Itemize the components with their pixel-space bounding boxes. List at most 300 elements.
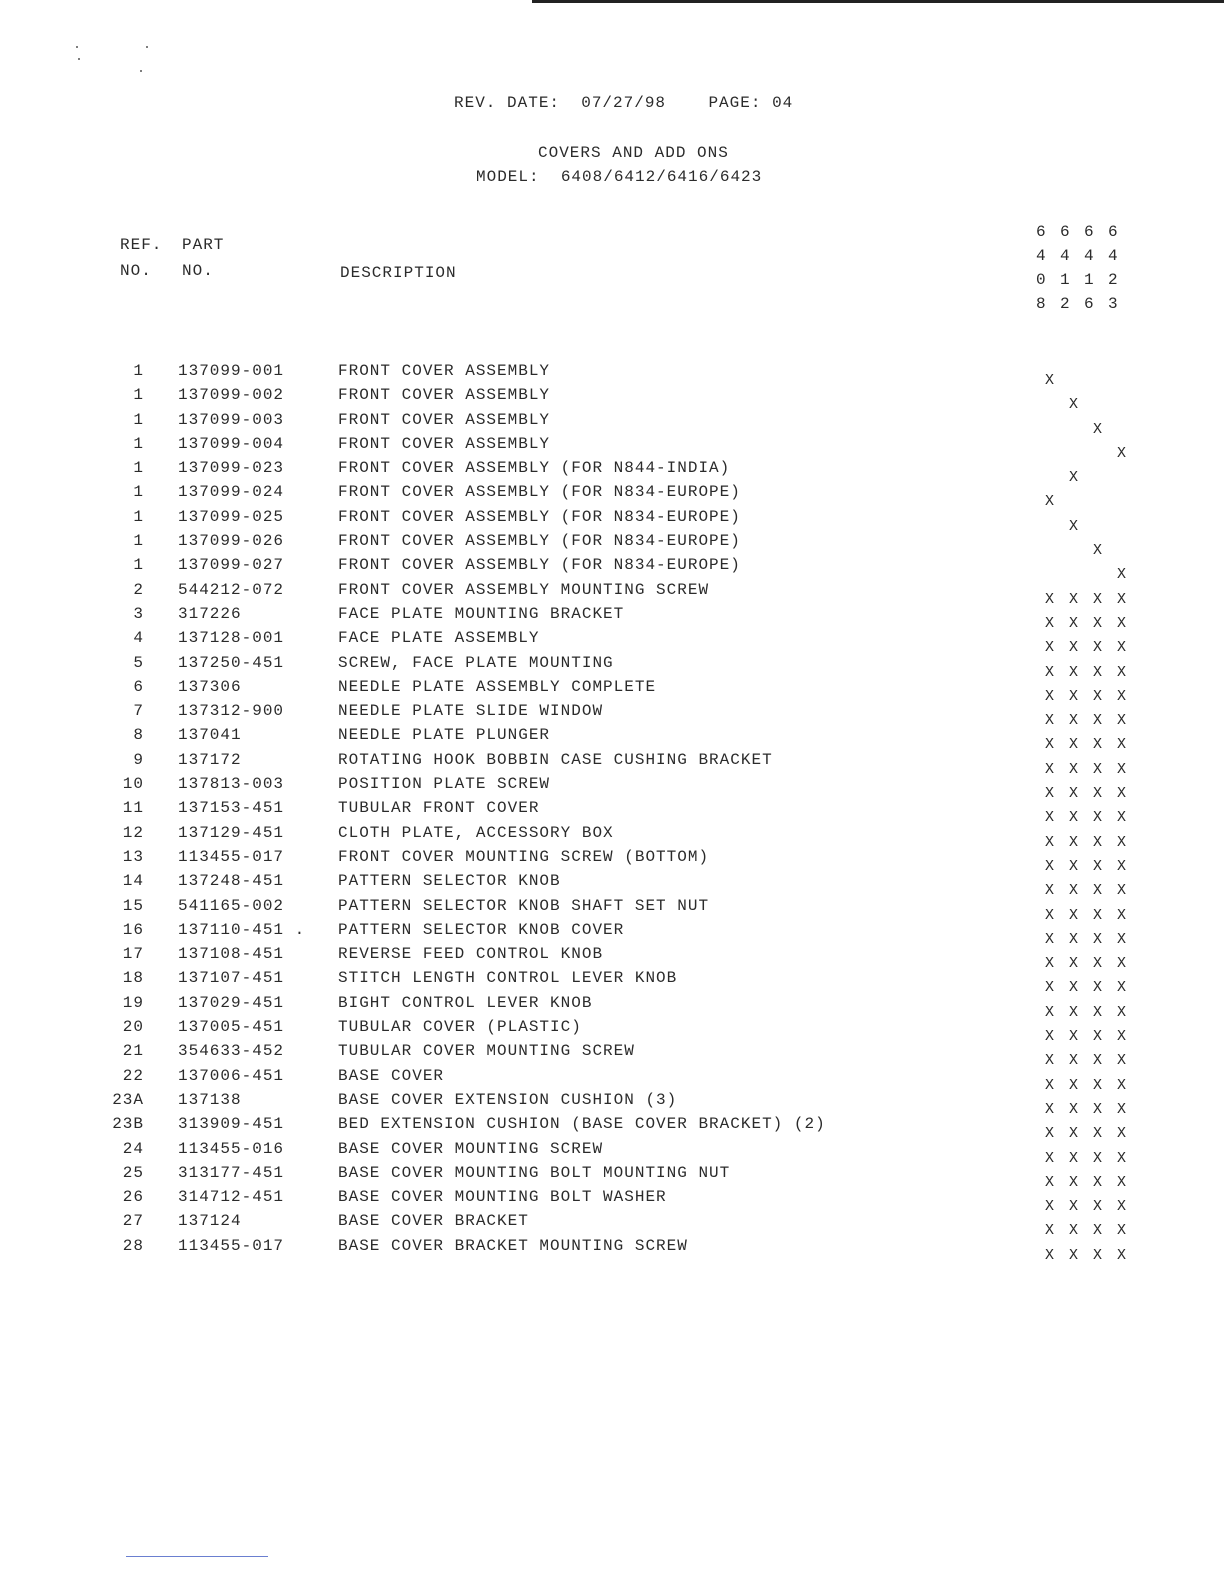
model-digit: 4 (1036, 247, 1046, 265)
model-applicability-mark: X (1044, 809, 1055, 827)
part-description: FRONT COVER ASSEMBLY (FOR N834-EUROPE) (338, 507, 741, 526)
model-applicability-mark: X (1116, 785, 1127, 803)
parts-list (100, 362, 1130, 1264)
model-applicability-mark: X (1092, 420, 1103, 438)
part-description: BASE COVER EXTENSION CUSHION (3) (338, 1090, 678, 1109)
ref-number: 4 (133, 629, 144, 648)
model-applicability-mark: X (1092, 1125, 1103, 1143)
ref-number: 13 (122, 847, 144, 866)
part-description: FRONT COVER ASSEMBLY (FOR N834-EUROPE) (338, 532, 741, 551)
model-applicability-mark: X (1044, 955, 1055, 973)
part-description: BASE COVER (338, 1066, 445, 1085)
model-applicability-mark: X (1044, 1246, 1055, 1264)
ref-number: 1 (133, 459, 144, 478)
part-number: 137110-451 . (178, 920, 306, 939)
model-digit: 1 (1060, 271, 1070, 289)
model-applicability-mark: X (1044, 590, 1055, 608)
model-applicability-mark: X (1068, 930, 1079, 948)
model-applicability-mark: X (1068, 469, 1079, 487)
ref-number: 9 (133, 750, 144, 769)
part-row (100, 434, 1130, 462)
part-description: FACE PLATE MOUNTING BRACKET (338, 604, 625, 623)
model-applicability-mark: X (1068, 955, 1079, 973)
ref-number: 22 (122, 1066, 144, 1085)
part-row (100, 580, 1130, 608)
part-row (100, 629, 1130, 657)
part-description: FRONT COVER ASSEMBLY (FOR N834-EUROPE) (338, 483, 741, 502)
model-applicability-mark: X (1092, 1052, 1103, 1070)
model-digit: 4 (1084, 247, 1094, 265)
model-applicability-mark: X (1116, 979, 1127, 997)
part-number: 354633-452 (178, 1042, 285, 1061)
model-applicability-mark: X (1092, 1100, 1103, 1118)
part-description: FRONT COVER ASSEMBLY MOUNTING SCREW (338, 580, 710, 599)
part-row (100, 532, 1130, 560)
model-applicability-mark: X (1116, 1003, 1127, 1021)
model-applicability-mark: X (1044, 1052, 1055, 1070)
model-digit: 6 (1084, 223, 1094, 241)
part-row (100, 920, 1130, 948)
model-applicability-mark: X (1092, 590, 1103, 608)
part-number: 137099-001 (178, 362, 285, 380)
model-digit: 4 (1060, 247, 1070, 265)
part-number: 317226 (178, 604, 242, 623)
model-applicability-mark: X (1092, 857, 1103, 875)
model-applicability-mark: X (1068, 396, 1079, 414)
model-digit: 8 (1036, 295, 1046, 313)
model-label: MODEL: (476, 168, 540, 186)
part-description: BASE COVER MOUNTING SCREW (338, 1139, 604, 1158)
model-applicability-mark: X (1116, 1149, 1127, 1167)
part-description: PATTERN SELECTOR KNOB SHAFT SET NUT (338, 896, 710, 915)
model-digit: 3 (1108, 295, 1118, 313)
part-number: 137005-451 (178, 1018, 285, 1037)
model-applicability-mark: X (1116, 1198, 1127, 1216)
model-column-headers (1036, 220, 1132, 316)
model-applicability-mark: X (1068, 687, 1079, 705)
part-row (100, 750, 1130, 778)
model-applicability-mark: X (1116, 444, 1127, 462)
part-row (100, 872, 1130, 900)
part-description: BED EXTENSION CUSHION (BASE COVER BRACKET) (2) (338, 1115, 826, 1134)
model-applicability-mark: X (1044, 1149, 1055, 1167)
ref-number: 1 (133, 556, 144, 575)
ref-number: 3 (133, 604, 144, 623)
model-applicability-mark: X (1092, 882, 1103, 900)
part-description: BASE COVER MOUNTING BOLT WASHER (338, 1188, 667, 1207)
model-digit: 0 (1036, 271, 1046, 289)
part-description: TUBULAR COVER MOUNTING SCREW (338, 1042, 635, 1061)
model-applicability-mark: X (1092, 663, 1103, 681)
model-applicability-mark: X (1044, 1100, 1055, 1118)
part-number: 137029-451 (178, 993, 285, 1012)
part-row (100, 1163, 1130, 1191)
model-digit: 6 (1108, 223, 1118, 241)
model-applicability-mark: X (1068, 906, 1079, 924)
part-number: 137099-025 (178, 507, 285, 526)
part-number: 137107-451 (178, 969, 285, 988)
ref-number: 1 (133, 362, 144, 380)
model-applicability-mark: X (1116, 955, 1127, 973)
part-row (100, 823, 1130, 851)
part-row (100, 702, 1130, 730)
part-description: FRONT COVER ASSEMBLY (338, 410, 551, 429)
model-applicability-mark: X (1092, 979, 1103, 997)
model-applicability-mark: X (1044, 1173, 1055, 1191)
model-numbers: 6408/6412/6416/6423 (560, 168, 763, 186)
part-row (100, 1042, 1130, 1070)
part-description: FRONT COVER ASSEMBLY (FOR N844-INDIA) (338, 459, 731, 478)
ref-number: 1 (133, 483, 144, 502)
model-applicability-mark: X (1068, 1198, 1079, 1216)
part-description: BIGHT CONTROL LEVER KNOB (338, 993, 593, 1012)
ref-number: 19 (122, 993, 144, 1012)
model-applicability-mark: X (1044, 760, 1055, 778)
model-applicability-mark: X (1068, 979, 1079, 997)
revision-line (454, 94, 793, 112)
part-number: 313909-451 (178, 1115, 285, 1134)
model-applicability-mark: X (1116, 712, 1127, 730)
part-number: 137250-451 (178, 653, 285, 672)
rev-date-label: REV. DATE: (454, 94, 561, 112)
model-applicability-mark: X (1068, 857, 1079, 875)
part-description: FRONT COVER ASSEMBLY (338, 386, 551, 405)
part-row (100, 726, 1130, 754)
model-applicability-mark: X (1068, 1052, 1079, 1070)
model-applicability-mark: X (1092, 639, 1103, 657)
model-applicability-mark: X (1044, 1003, 1055, 1021)
part-number: 137813-003 (178, 775, 285, 794)
ref-number: 24 (122, 1139, 144, 1158)
model-applicability-mark: X (1044, 1076, 1055, 1094)
ref-number: 8 (133, 726, 144, 745)
ref-number: 1 (133, 386, 144, 405)
part-description: STITCH LENGTH CONTROL LEVER KNOB (338, 969, 678, 988)
model-digit: 6 (1060, 223, 1070, 241)
part-description: NEEDLE PLATE SLIDE WINDOW (338, 702, 604, 721)
part-header-line1: PART (182, 236, 225, 254)
ref-number: 28 (122, 1236, 144, 1255)
model-applicability-mark: X (1068, 663, 1079, 681)
page-number: 04 (772, 94, 794, 112)
model-digit-row (1036, 268, 1132, 292)
model-applicability-mark: X (1068, 736, 1079, 754)
part-number: 137041 (178, 726, 242, 745)
ref-number: 27 (122, 1212, 144, 1231)
part-number: 113455-017 (178, 847, 285, 866)
model-applicability-mark: X (1068, 785, 1079, 803)
part-number: 137099-023 (178, 459, 285, 478)
scan-bottom-mark (126, 1556, 268, 1557)
model-applicability-mark: X (1068, 590, 1079, 608)
part-description: FRONT COVER ASSEMBLY (338, 434, 551, 453)
model-digit: 2 (1060, 295, 1070, 313)
model-applicability-mark: X (1092, 1003, 1103, 1021)
part-description: FRONT COVER MOUNTING SCREW (BOTTOM) (338, 847, 710, 866)
model-applicability-mark: X (1116, 566, 1127, 584)
model-applicability-mark: X (1068, 882, 1079, 900)
part-number: 137248-451 (178, 872, 285, 891)
ref-number: 12 (122, 823, 144, 842)
model-digit: 4 (1108, 247, 1118, 265)
part-row (100, 945, 1130, 973)
part-description: REVERSE FEED CONTROL KNOB (338, 945, 604, 964)
part-description: BASE COVER BRACKET (338, 1212, 529, 1231)
model-applicability-mark: X (1068, 1100, 1079, 1118)
ref-number: 23A (112, 1090, 144, 1109)
part-row (100, 896, 1130, 924)
model-applicability-mark: X (1044, 1125, 1055, 1143)
model-applicability-mark: X (1116, 1125, 1127, 1143)
part-number: 113455-017 (178, 1236, 285, 1255)
model-applicability-mark: X (1116, 833, 1127, 851)
part-description: FRONT COVER ASSEMBLY (338, 362, 551, 380)
model-applicability-mark: X (1092, 1198, 1103, 1216)
model-applicability-mark: X (1116, 1100, 1127, 1118)
model-applicability-mark: X (1068, 1222, 1079, 1240)
model-applicability-mark: X (1044, 614, 1055, 632)
model-applicability-mark: X (1068, 809, 1079, 827)
ref-header-line1: REF. (120, 236, 163, 254)
part-description: NEEDLE PLATE PLUNGER (338, 726, 551, 745)
part-row (100, 556, 1130, 584)
model-applicability-mark: X (1116, 614, 1127, 632)
part-number: 314712-451 (178, 1188, 285, 1207)
model-applicability-mark: X (1092, 1149, 1103, 1167)
model-applicability-mark: X (1092, 785, 1103, 803)
part-number: 137006-451 (178, 1066, 285, 1085)
model-applicability-mark: X (1092, 1246, 1103, 1264)
model-digit: 2 (1108, 271, 1118, 289)
part-row (100, 1115, 1130, 1143)
part-row (100, 1139, 1130, 1167)
model-digit-row (1036, 292, 1132, 316)
part-row (100, 775, 1130, 803)
page-label: PAGE: (708, 94, 762, 112)
part-row (100, 1018, 1130, 1046)
part-row (100, 1212, 1130, 1240)
model-applicability-mark: X (1044, 833, 1055, 851)
ref-number: 1 (133, 434, 144, 453)
model-applicability-mark: X (1116, 590, 1127, 608)
model-applicability-mark: X (1092, 1222, 1103, 1240)
ref-number: 10 (122, 775, 144, 794)
part-row (100, 604, 1130, 632)
model-applicability-mark: X (1116, 1246, 1127, 1264)
part-number: 137128-001 (178, 629, 285, 648)
part-number: 137306 (178, 677, 242, 696)
model-applicability-mark: X (1116, 639, 1127, 657)
part-number: 137312-900 (178, 702, 285, 721)
part-number: 137099-024 (178, 483, 285, 502)
part-number: 137099-027 (178, 556, 285, 575)
part-row (100, 653, 1130, 681)
scan-top-border (532, 0, 1224, 3)
part-number: 544212-072 (178, 580, 285, 599)
model-applicability-mark: X (1044, 1222, 1055, 1240)
model-applicability-mark: X (1044, 736, 1055, 754)
scan-specks (70, 42, 150, 82)
ref-number: 6 (133, 677, 144, 696)
part-row (100, 847, 1130, 875)
model-applicability-mark: X (1092, 955, 1103, 973)
model-digit-row (1036, 244, 1132, 268)
model-applicability-mark: X (1116, 882, 1127, 900)
ref-number: 2 (133, 580, 144, 599)
model-applicability-mark: X (1068, 1149, 1079, 1167)
model-applicability-mark: X (1116, 760, 1127, 778)
model-applicability-mark: X (1068, 639, 1079, 657)
model-applicability-mark: X (1116, 663, 1127, 681)
ref-number: 14 (122, 872, 144, 891)
part-description: PATTERN SELECTOR KNOB (338, 872, 561, 891)
model-applicability-mark: X (1044, 493, 1055, 511)
model-applicability-mark: X (1068, 1028, 1079, 1046)
ref-number: 21 (122, 1042, 144, 1061)
part-number: 113455-016 (178, 1139, 285, 1158)
model-applicability-mark: X (1068, 517, 1079, 535)
model-applicability-mark: X (1068, 614, 1079, 632)
model-applicability-mark: X (1044, 882, 1055, 900)
model-applicability-mark: X (1092, 542, 1103, 560)
part-description: POSITION PLATE SCREW (338, 775, 551, 794)
ref-number: 1 (133, 410, 144, 429)
part-number: 137129-451 (178, 823, 285, 842)
part-row (100, 483, 1130, 511)
part-row (100, 386, 1130, 414)
ref-number: 26 (122, 1188, 144, 1207)
model-applicability-mark: X (1068, 1246, 1079, 1264)
model-applicability-mark: X (1092, 760, 1103, 778)
model-applicability-mark: X (1044, 785, 1055, 803)
document-title: COVERS AND ADD ONS (538, 144, 729, 162)
part-header-line2: NO. (182, 262, 214, 280)
model-applicability-mark: X (1044, 979, 1055, 997)
model-applicability-mark: X (1092, 930, 1103, 948)
model-applicability-mark: X (1092, 712, 1103, 730)
part-description: CLOTH PLATE, ACCESSORY BOX (338, 823, 614, 842)
model-applicability-mark: X (1092, 1076, 1103, 1094)
part-row (100, 969, 1130, 997)
model-applicability-mark: X (1116, 736, 1127, 754)
ref-number: 17 (122, 945, 144, 964)
part-row (100, 410, 1130, 438)
ref-number: 1 (133, 532, 144, 551)
model-applicability-mark: X (1068, 1173, 1079, 1191)
part-description: BASE COVER MOUNTING BOLT MOUNTING NUT (338, 1163, 731, 1182)
ref-number: 7 (133, 702, 144, 721)
model-digit-row (1036, 220, 1132, 244)
part-row (100, 677, 1130, 705)
ref-number: 25 (122, 1163, 144, 1182)
model-applicability-mark: X (1068, 712, 1079, 730)
rev-date: 07/27/98 (581, 94, 667, 112)
part-row (100, 799, 1130, 827)
model-applicability-mark: X (1116, 930, 1127, 948)
ref-number: 16 (122, 920, 144, 939)
model-applicability-mark: X (1116, 1173, 1127, 1191)
part-number: 137153-451 (178, 799, 285, 818)
part-row (100, 1090, 1130, 1118)
model-applicability-mark: X (1092, 687, 1103, 705)
model-applicability-mark: X (1092, 906, 1103, 924)
model-applicability-mark: X (1044, 639, 1055, 657)
part-row (100, 459, 1130, 487)
part-row (100, 1236, 1130, 1264)
model-applicability-mark: X (1092, 809, 1103, 827)
model-applicability-mark: X (1068, 1125, 1079, 1143)
part-description: TUBULAR COVER (PLASTIC) (338, 1018, 582, 1037)
part-row (100, 507, 1130, 535)
part-row (100, 1188, 1130, 1216)
part-description: TUBULAR FRONT COVER (338, 799, 540, 818)
ref-number: 11 (122, 799, 144, 818)
ref-number: 5 (133, 653, 144, 672)
model-applicability-mark: X (1044, 930, 1055, 948)
model-applicability-mark: X (1116, 857, 1127, 875)
model-applicability-mark: X (1092, 614, 1103, 632)
model-digit: 1 (1084, 271, 1094, 289)
model-applicability-mark: X (1044, 663, 1055, 681)
part-description: NEEDLE PLATE ASSEMBLY COMPLETE (338, 677, 657, 696)
part-description: FACE PLATE ASSEMBLY (338, 629, 540, 648)
ref-number: 20 (122, 1018, 144, 1037)
part-number: 541165-002 (178, 896, 285, 915)
part-number: 313177-451 (178, 1163, 285, 1182)
part-number: 137172 (178, 750, 242, 769)
part-description: ROTATING HOOK BOBBIN CASE CUSHING BRACKET (338, 750, 773, 769)
model-applicability-mark: X (1092, 736, 1103, 754)
model-applicability-mark: X (1044, 857, 1055, 875)
model-applicability-mark: X (1116, 906, 1127, 924)
part-row (100, 993, 1130, 1021)
part-number: 137099-003 (178, 410, 285, 429)
description-header: DESCRIPTION (340, 264, 457, 282)
model-applicability-mark: X (1116, 1222, 1127, 1240)
model-applicability-mark: X (1068, 1076, 1079, 1094)
part-number: 137138 (178, 1090, 242, 1109)
model-digit: 6 (1036, 223, 1046, 241)
model-applicability-mark: X (1116, 809, 1127, 827)
part-description: BASE COVER BRACKET MOUNTING SCREW (338, 1236, 688, 1255)
model-applicability-mark: X (1092, 1028, 1103, 1046)
model-applicability-mark: X (1044, 687, 1055, 705)
model-digit: 6 (1084, 295, 1094, 313)
part-row (100, 1066, 1130, 1094)
part-row (100, 362, 1130, 389)
ref-number: 15 (122, 896, 144, 915)
part-number: 137099-004 (178, 434, 285, 453)
part-description: FRONT COVER ASSEMBLY (FOR N834-EUROPE) (338, 556, 741, 575)
model-applicability-mark: X (1116, 1052, 1127, 1070)
part-description: PATTERN SELECTOR KNOB COVER (338, 920, 625, 939)
part-number: 137099-026 (178, 532, 285, 551)
ref-number: 1 (133, 507, 144, 526)
part-number: 137099-002 (178, 386, 285, 405)
model-applicability-mark: X (1092, 833, 1103, 851)
model-applicability-mark: X (1044, 1198, 1055, 1216)
model-applicability-mark: X (1044, 372, 1055, 389)
model-applicability-mark: X (1092, 1173, 1103, 1191)
model-applicability-mark: X (1116, 687, 1127, 705)
ref-header-line2: NO. (120, 262, 152, 280)
model-line (476, 168, 762, 186)
model-applicability-mark: X (1116, 1076, 1127, 1094)
model-applicability-mark: X (1044, 712, 1055, 730)
part-number: 137124 (178, 1212, 242, 1231)
model-applicability-mark: X (1068, 833, 1079, 851)
part-number: 137108-451 (178, 945, 285, 964)
